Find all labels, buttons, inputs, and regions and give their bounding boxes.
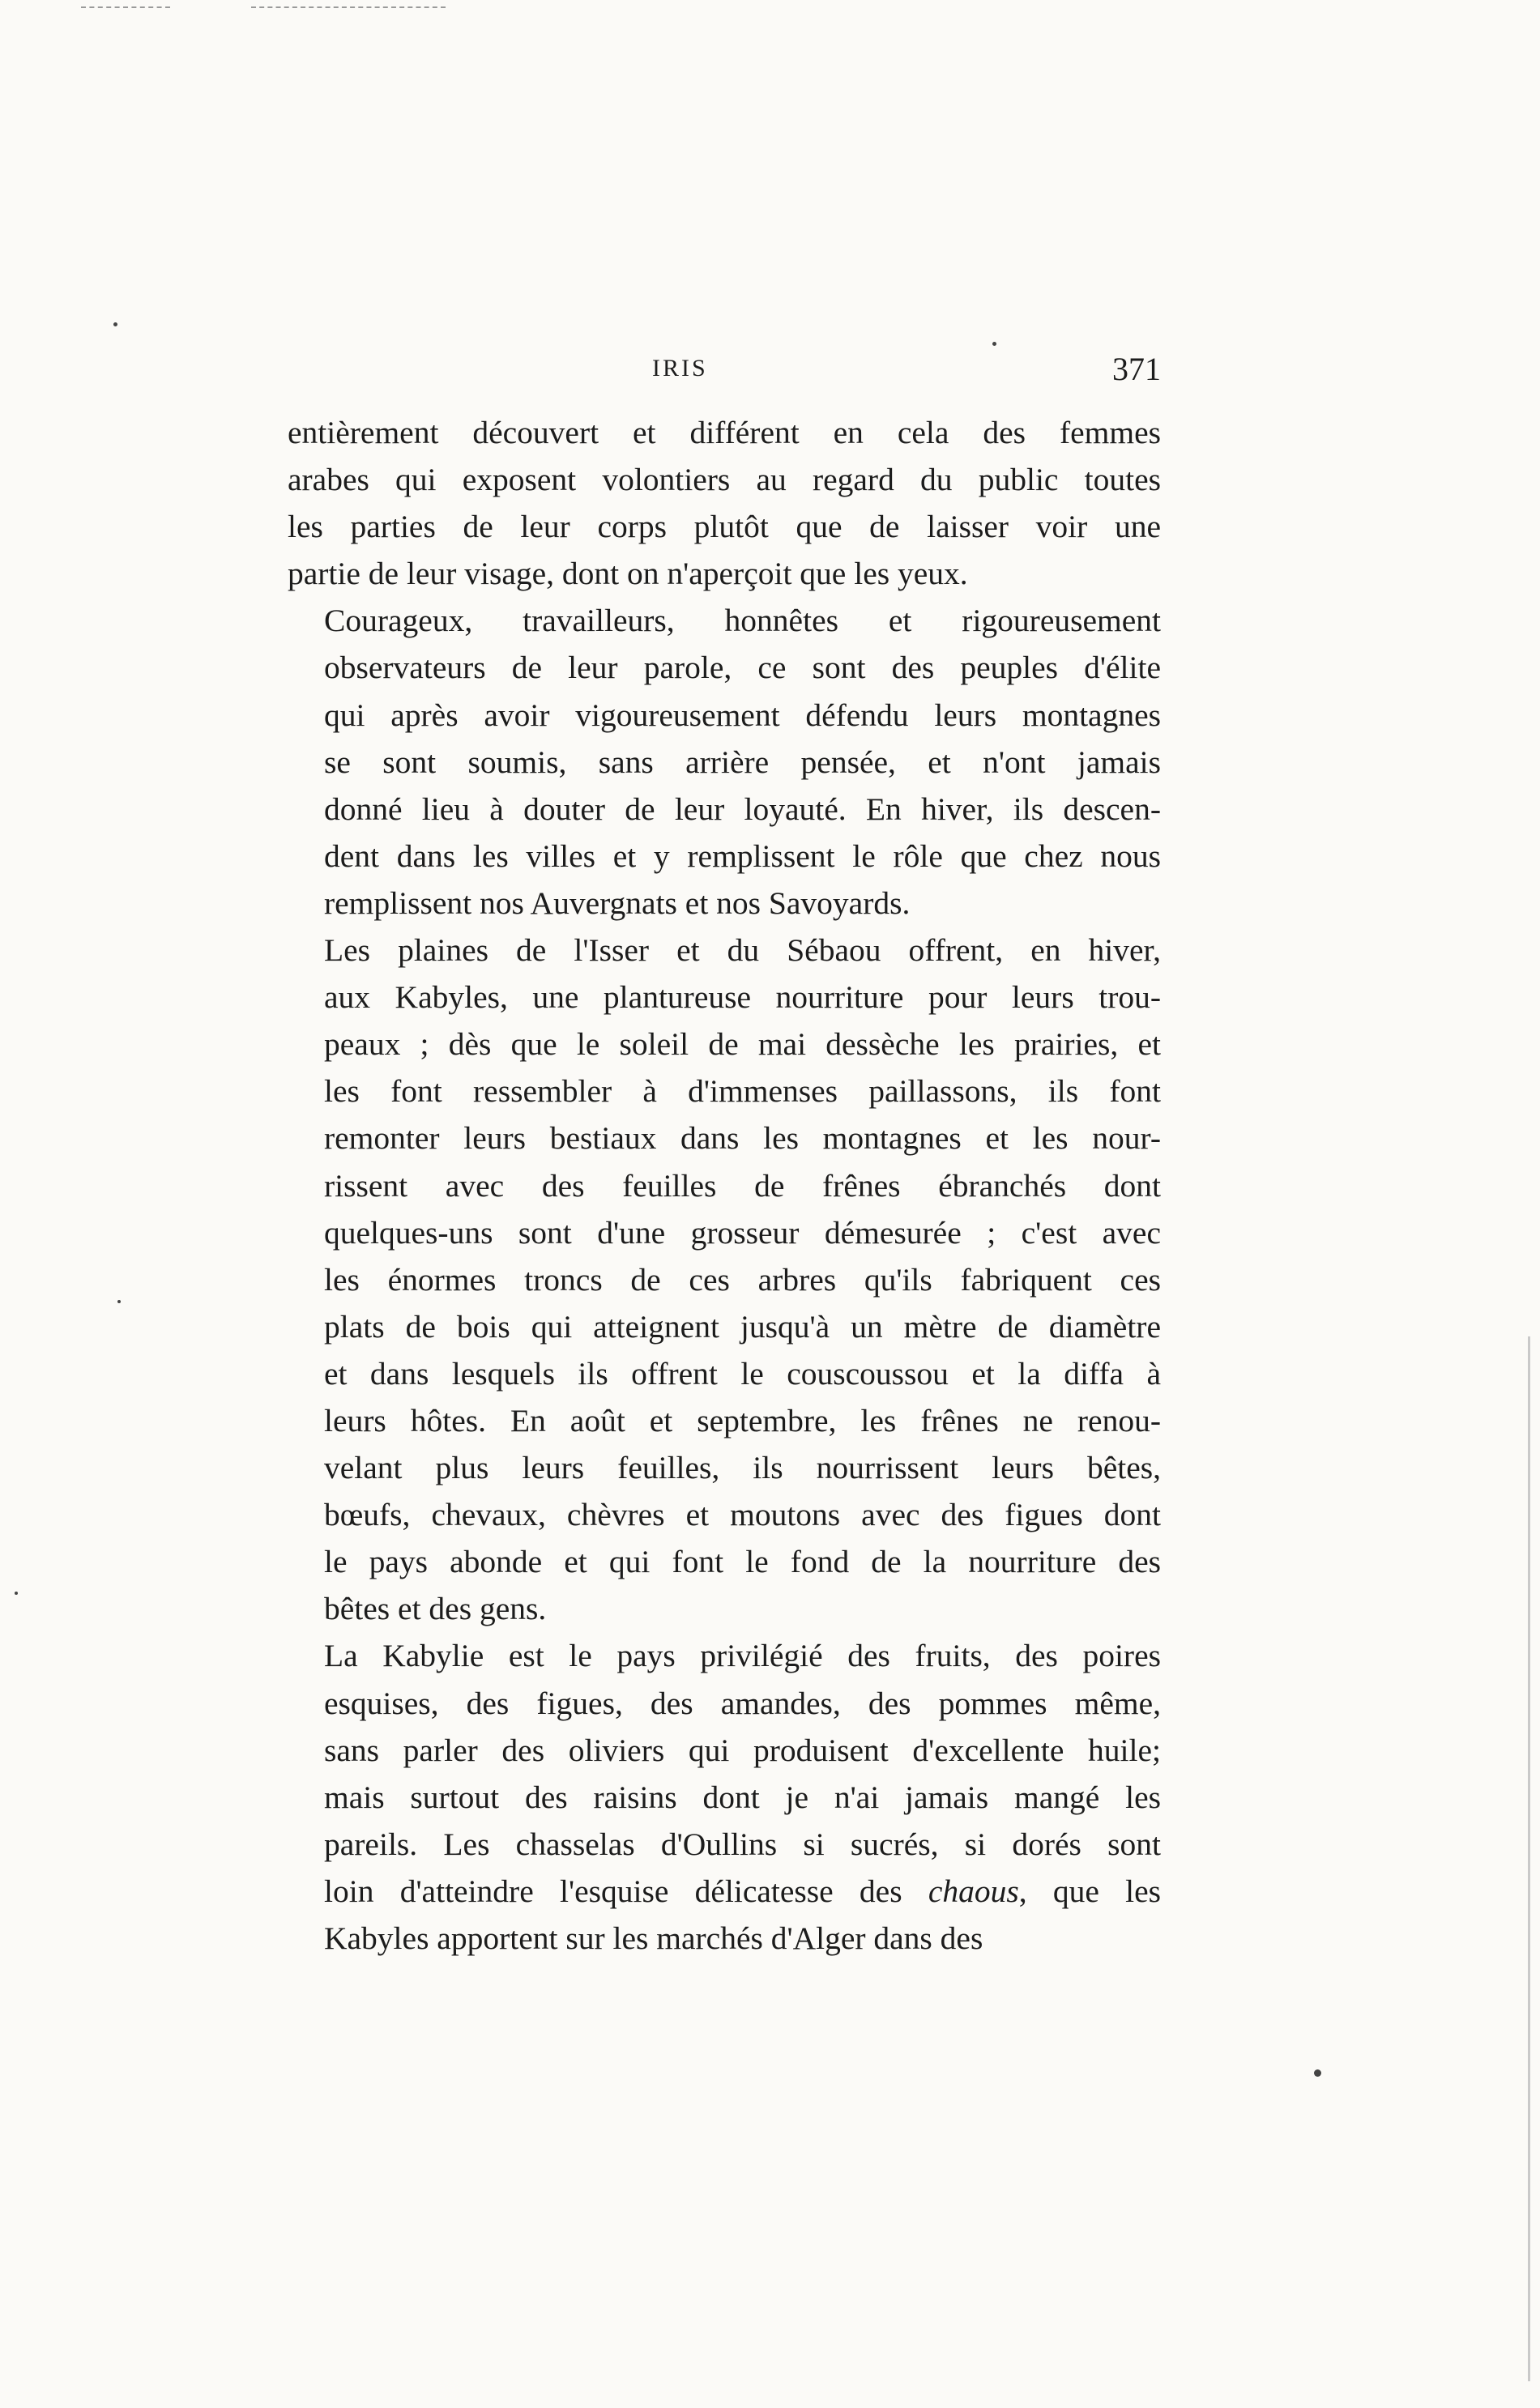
ink-speck	[15, 1592, 18, 1595]
text-line: Les plaines de l'Isser et du Sébaou offrent, en hiver,	[324, 932, 1161, 969]
text-line: se sont soumis, sans arrière pensée, et n'ont jamais	[324, 744, 1161, 780]
ink-speck	[1314, 2069, 1321, 2077]
text-line: Kabyles apportent sur les marchés d'Alger dans des	[324, 1920, 983, 1956]
text-line: bœufs, chevaux, chèvres et moutons avec des figues dont	[324, 1497, 1161, 1533]
text-line: bêtes et des gens.	[324, 1591, 547, 1627]
paragraph	[288, 409, 1161, 597]
italic-word: chaous	[928, 1873, 1019, 1909]
text-line: pareils. Les chasselas d'Oullins si sucrés, si dorés sont	[324, 1826, 1161, 1862]
text-line: leurs hôtes. En août et septembre, les frênes ne renou-	[324, 1402, 1161, 1438]
text-line: La Kabylie est le pays privilégié des fruits, des poires	[324, 1638, 1161, 1674]
running-title: IRIS	[652, 355, 708, 381]
text-line: les font ressembler à d'immenses paillassons, ils font	[324, 1073, 1161, 1110]
paragraph	[288, 1632, 1161, 1962]
text-line: partie de leur visage, dont on n'aperçoit que les yeux.	[288, 556, 968, 592]
text-line: remonter leurs bestiaux dans les montagnes et les nour-	[324, 1120, 1161, 1157]
text-line: les énormes troncs de ces arbres qu'ils fabriquent ces	[324, 1261, 1161, 1298]
text-line: rissent avec des feuilles de frênes ébranchés dont	[324, 1167, 1161, 1204]
top-edge-rule	[251, 6, 446, 8]
text-line: et dans lesquels ils offrent le couscoussou et la diffa à	[324, 1355, 1161, 1392]
text-line: velant plus leurs feuilles, ils nourrissent leurs bêtes,	[324, 1450, 1161, 1486]
ink-speck	[117, 1300, 121, 1303]
running-head	[288, 351, 1161, 403]
paragraph	[288, 927, 1161, 1632]
page-edge-shadow	[1528, 1336, 1530, 2381]
text-line: le pays abonde et qui font le fond de la nourriture des	[324, 1544, 1161, 1580]
page-number: 371	[1112, 351, 1161, 387]
body-text	[288, 409, 1161, 1962]
text-line: sans parler des oliviers qui produisent d'excellente huile;	[324, 1732, 1161, 1768]
text-line: remplissent nos Auvergnats et nos Savoyards.	[324, 884, 911, 921]
top-edge-rule	[81, 6, 170, 8]
text-line: qui après avoir vigoureusement défendu leurs montagnes	[324, 697, 1161, 733]
text-line: arabes qui exposent volontiers au regard du public toutes	[288, 462, 1161, 498]
text-line: mais surtout des raisins dont je n'ai jamais mangé les	[324, 1779, 1161, 1815]
text-line: esquises, des figues, des amandes, des pommes même,	[324, 1685, 1161, 1721]
text-line: aux Kabyles, une plantureuse nourriture pour leurs trou-	[324, 979, 1161, 1016]
text-line: dent dans les villes et y remplissent le rôle que chez nous	[324, 837, 1161, 874]
text-line: les parties de leur corps plutôt que de laisser voir une	[288, 509, 1161, 545]
text-line: entièrement découvert et différent en cela des femmes	[288, 415, 1161, 450]
ink-speck	[992, 342, 996, 346]
text-line: quelques-uns sont d'une grosseur démesurée ; c'est avec	[324, 1214, 1161, 1251]
text-line: donné lieu à douter de leur loyauté. En hiver, ils descen-	[324, 791, 1161, 827]
text-line: Courageux, travailleurs, honnêtes et rigoureusement	[324, 603, 1161, 639]
text-line: peaux ; dès que le soleil de mai dessèche les prairies, et	[324, 1026, 1161, 1063]
text-line: plats de bois qui atteignent jusqu'à un mètre de diamètre	[324, 1308, 1161, 1345]
text-line: observateurs de leur parole, ce sont des peuples d'élite	[324, 650, 1161, 686]
paragraph	[288, 597, 1161, 927]
text-line: loin d'atteindre l'esquise délicatesse des chaous, que les	[324, 1873, 1161, 1909]
ink-speck	[113, 322, 117, 326]
